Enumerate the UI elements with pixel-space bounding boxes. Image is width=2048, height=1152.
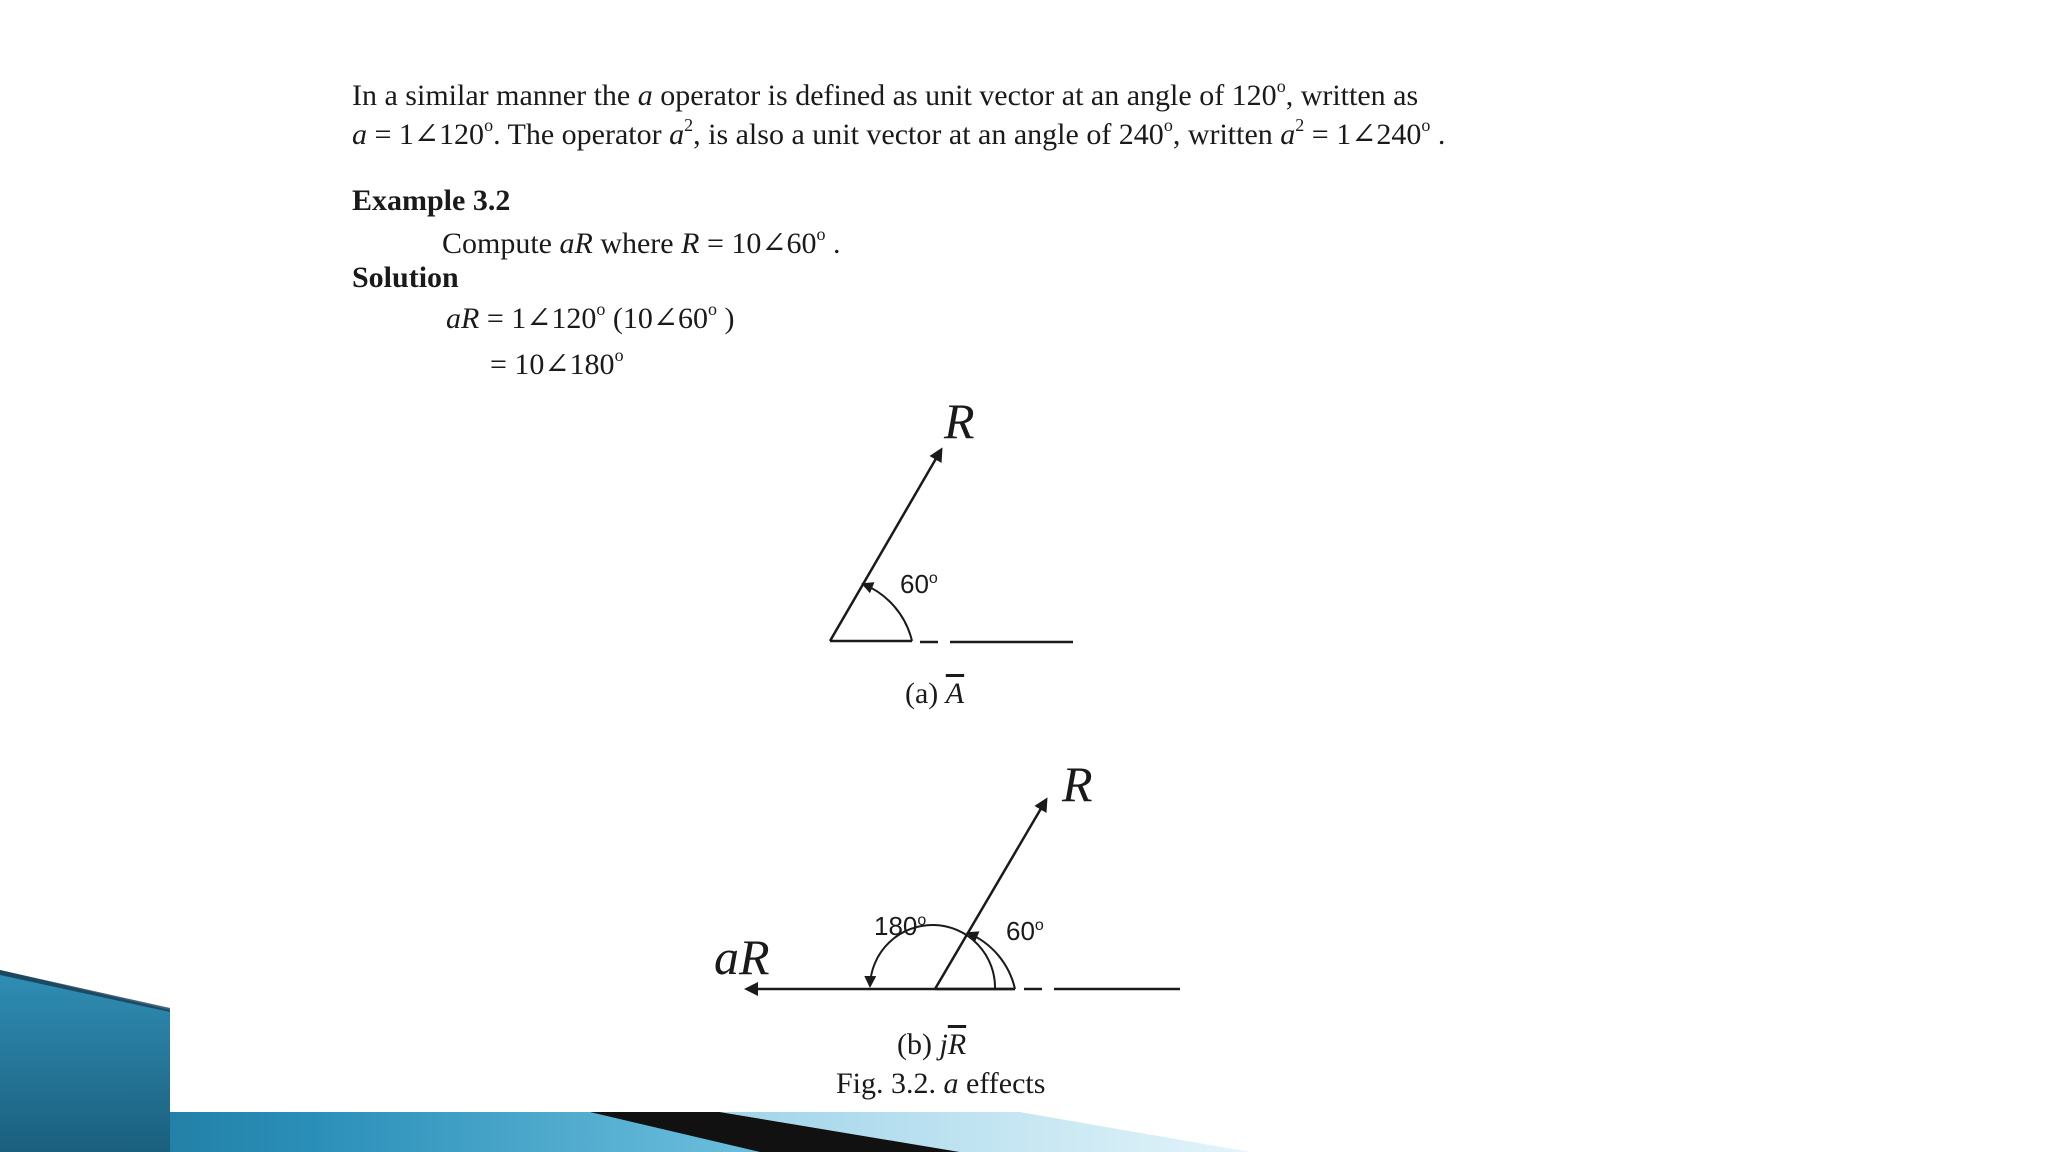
task-text: Compute <box>442 227 560 260</box>
vector-R-label: R <box>1062 756 1093 812</box>
intro-text: In a similar manner the <box>352 79 638 112</box>
task-text: where <box>592 227 682 260</box>
intro-text: . The operator <box>493 118 670 151</box>
variable-a: a <box>943 1067 959 1100</box>
degree-symbol: o <box>1421 115 1431 135</box>
example-heading: Example 3.2 <box>352 184 511 217</box>
equation: ) <box>717 302 735 335</box>
vector-R-label: R <box>944 393 975 449</box>
equation: = 1∠240 <box>1304 118 1422 151</box>
degree-symbol: o <box>484 115 494 135</box>
exponent: 2 <box>1295 115 1305 135</box>
caption-text: (b) <box>897 1028 940 1061</box>
intro-text: , is also a unit vector at an angle of 240 <box>693 118 1164 151</box>
punctuation: . <box>1430 118 1446 151</box>
angle-label-180: 180$^o$ <box>874 911 927 941</box>
equation: = 10∠180 <box>490 348 615 381</box>
intro-text: , written as <box>1285 79 1419 112</box>
intro-text: , written <box>1172 118 1281 151</box>
variable-a: a <box>352 118 367 151</box>
variable-aR: aR <box>559 227 593 260</box>
caption-text: Fig. 3.2. <box>836 1067 944 1100</box>
variable-R: R <box>681 227 700 260</box>
equation: (10∠60 <box>605 302 709 335</box>
solution-heading: Solution <box>352 261 459 294</box>
equation: = 1∠120 <box>479 302 597 335</box>
variable-a: a <box>669 118 685 151</box>
degree-symbol: o <box>708 299 718 319</box>
variable-a: a <box>1280 118 1296 151</box>
degree-symbol: o <box>1276 76 1286 96</box>
caption-text: effects <box>958 1067 1046 1100</box>
vector-aR-label: aR <box>714 929 770 985</box>
degree-symbol: o <box>614 345 624 365</box>
left-block <box>0 975 170 1152</box>
angle-label-60: 60$^o$ <box>1006 916 1044 946</box>
degree-symbol: o <box>596 299 606 319</box>
caption-j: j <box>939 1028 948 1061</box>
exponent: 2 <box>684 115 694 135</box>
variable-aR: aR <box>446 302 480 335</box>
intro-text: operator is defined as unit vector at an angle of 120 <box>652 79 1277 112</box>
punctuation: . <box>825 227 841 260</box>
equation: = 1∠120 <box>367 118 485 151</box>
equation: = 10∠60 <box>699 227 817 260</box>
variable-a: a <box>637 79 653 112</box>
angle-label-60: 60$^o$ <box>900 569 938 599</box>
caption-symbol: $\overline{A}$ <box>945 677 965 710</box>
degree-symbol: o <box>816 224 826 244</box>
caption-symbol: $\overline{R}$ <box>947 1028 967 1061</box>
degree-symbol: o <box>1163 115 1173 135</box>
caption-text: (a) <box>905 677 946 710</box>
